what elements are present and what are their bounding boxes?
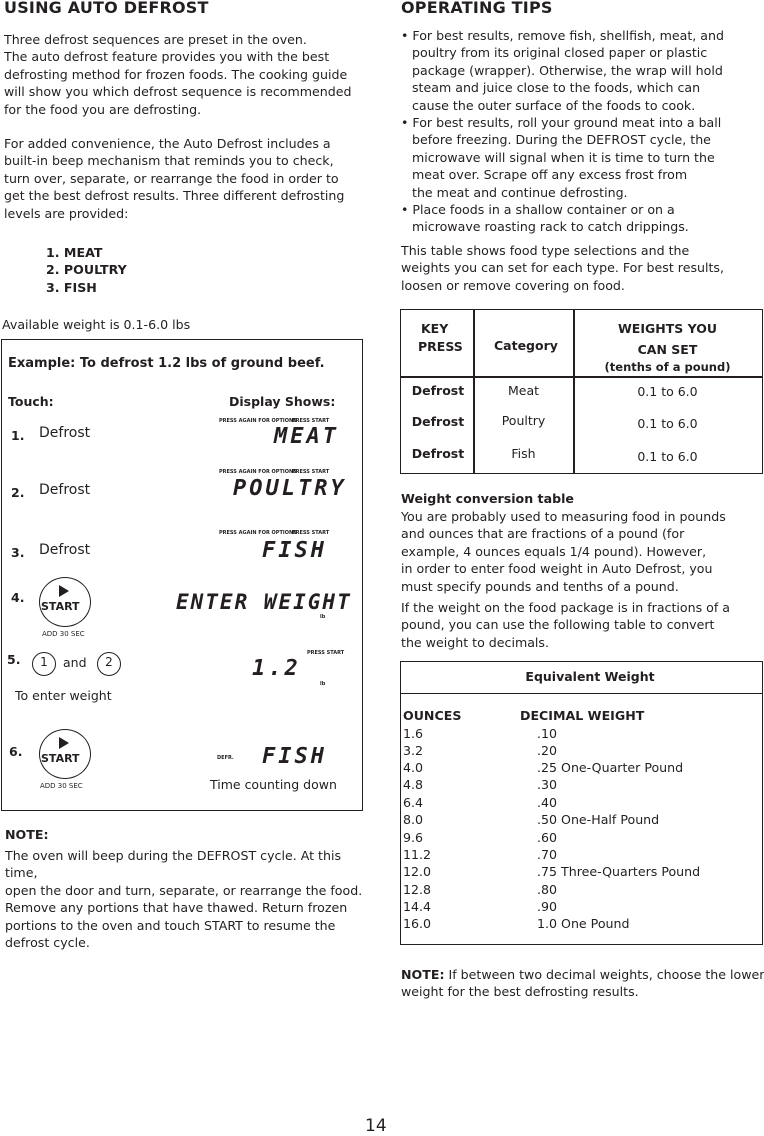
row-weight: 0.1 to 6.0 bbox=[637, 384, 698, 399]
lcd-display-weight: 1.2 bbox=[252, 656, 301, 681]
equivalent-weight-title: Equivalent Weight bbox=[525, 669, 655, 684]
row-key: Defrost bbox=[411, 446, 465, 461]
header-ounces: OUNCES bbox=[403, 708, 462, 723]
ounces-cell: 6.4 bbox=[403, 795, 424, 810]
note-line: Remove any portions that have thawed. Return frozen bbox=[5, 900, 348, 916]
decimal-cell: .75 Three-Quarters Pound bbox=[537, 864, 701, 879]
tip-line: the meat and continue defrosting. bbox=[412, 184, 628, 200]
lcd-display-enter-weight: ENTER WEIGHT bbox=[176, 590, 352, 614]
step-number: 5. bbox=[7, 652, 21, 667]
decimal-cell: .70 bbox=[537, 847, 558, 862]
ounces-cell: 8.0 bbox=[403, 812, 424, 827]
intro-line: Three defrost sequences are preset in the oven. bbox=[4, 32, 307, 47]
press-again-indicator: PRESS AGAIN FOR OPTIONS bbox=[219, 418, 297, 424]
operating-tips-title: OPERATING TIPS bbox=[401, 0, 553, 17]
tip-line: • Place foods in a shallow container or on a bbox=[401, 202, 675, 218]
convenience-line: For added convenience, the Auto Defrost includes a bbox=[4, 136, 331, 151]
tip-line: poultry from its original closed paper or plastic bbox=[412, 45, 708, 61]
add-30-sec-label: ADD 30 SEC bbox=[40, 782, 83, 790]
header-weights-line2: CAN SET bbox=[637, 342, 698, 357]
note-line: The oven will beep during the DEFROST cycle. At this time, bbox=[5, 848, 342, 881]
conversion-line: example, 4 ounces equals 1/4 pound). However, bbox=[401, 543, 707, 559]
lcd-display-fish-countdown: FISH bbox=[262, 744, 327, 769]
step-number: 2. bbox=[11, 485, 25, 500]
weight-conversion-title: Weight conversion table bbox=[401, 491, 574, 506]
ounces-cell: 16.0 bbox=[403, 916, 432, 931]
row-category: Meat bbox=[507, 383, 540, 398]
level-fish: 3. FISH bbox=[46, 279, 97, 295]
intro-line: The auto defrost feature provides you with the best bbox=[4, 49, 330, 65]
press-start-indicator: PRESS START bbox=[292, 530, 330, 536]
to-enter-weight: To enter weight bbox=[15, 688, 112, 703]
intro-line: defrosting method for frozen foods. The cooking guide bbox=[4, 66, 348, 82]
decimal-cell: .90 bbox=[537, 899, 558, 914]
press-start-indicator: PRESS START bbox=[292, 418, 330, 424]
note-right bbox=[401, 966, 764, 1001]
conversion-para2 bbox=[401, 599, 761, 651]
add-30-sec-label: ADD 30 SEC bbox=[42, 630, 85, 638]
step-number: 4. bbox=[11, 590, 25, 605]
conversion-line: the weight to decimals. bbox=[401, 634, 549, 650]
time-counting-down: Time counting down bbox=[210, 777, 337, 792]
defr-indicator: DEFR. bbox=[217, 755, 234, 761]
ounces-cell: 3.2 bbox=[403, 743, 424, 758]
ounces-cell: 4.0 bbox=[403, 760, 424, 775]
level-meat: 1. MEAT bbox=[46, 245, 103, 260]
and-text: and bbox=[63, 655, 87, 670]
auto-defrost-intro bbox=[4, 31, 374, 118]
decimal-cell: .80 bbox=[537, 882, 558, 897]
ounces-cell: 14.4 bbox=[403, 899, 432, 914]
decimal-cell: .60 bbox=[537, 830, 558, 845]
convenience-line: built-in beep mechanism that reminds you to check, bbox=[4, 153, 334, 169]
decimal-cell: 1.0 One Pound bbox=[537, 916, 630, 931]
step-number: 1. bbox=[11, 428, 25, 443]
auto-defrost-title: USING AUTO DEFROST bbox=[4, 0, 209, 17]
conversion-line: If the weight on the food package is in fractions of a bbox=[401, 600, 731, 615]
tip-line: cause the outer surface of the foods to cook. bbox=[412, 97, 696, 113]
note-title: NOTE: bbox=[5, 827, 49, 842]
row-category: Poultry bbox=[501, 413, 546, 428]
table-divider bbox=[400, 693, 763, 694]
decimal-cell: .25 One-Quarter Pound bbox=[537, 760, 684, 775]
equivalent-weight-table bbox=[400, 661, 763, 945]
defrost-key-label[interactable]: Defrost bbox=[39, 482, 91, 498]
page-number: 14 bbox=[365, 1116, 387, 1136]
header-weights-line1: WEIGHTS YOU bbox=[618, 321, 717, 336]
decimal-cell: .30 bbox=[537, 777, 558, 792]
lcd-display-fish: FISH bbox=[262, 538, 327, 563]
tip-line: • For best results, roll your ground meat into a ball bbox=[401, 115, 722, 131]
start-button-label: START bbox=[41, 752, 80, 765]
note-line: defrost cycle. bbox=[5, 935, 90, 951]
ounces-cell: 12.8 bbox=[403, 882, 432, 897]
ounces-cell: 11.2 bbox=[403, 847, 432, 862]
ounces-cell: 1.6 bbox=[403, 726, 424, 741]
ounces-cell: 12.0 bbox=[403, 864, 432, 879]
lcd-display-poultry: POULTRY bbox=[233, 476, 347, 501]
available-weight: Available weight is 0.1-6.0 lbs bbox=[2, 317, 191, 332]
number-key-2-label: 2 bbox=[105, 655, 113, 669]
decimal-cell: .20 bbox=[537, 743, 558, 758]
start-button-label: START bbox=[41, 600, 80, 613]
play-icon bbox=[59, 585, 69, 597]
header-category: Category bbox=[494, 338, 558, 353]
lb-indicator: lb bbox=[320, 614, 326, 620]
lb-indicator: lb bbox=[320, 681, 326, 687]
convenience-line: levels are provided: bbox=[4, 205, 129, 221]
touch-heading: Touch: bbox=[8, 394, 54, 409]
header-weights-line3: (tenths of a pound) bbox=[604, 360, 731, 374]
press-again-indicator: PRESS AGAIN FOR OPTIONS bbox=[219, 469, 297, 475]
defrost-key-label[interactable]: Defrost bbox=[39, 425, 91, 441]
decimal-cell: .50 One-Half Pound bbox=[537, 812, 660, 827]
row-weight: 0.1 to 6.0 bbox=[637, 416, 698, 431]
intro-line: will show you which defrost sequence is recommended bbox=[4, 84, 352, 100]
row-key: Defrost bbox=[411, 383, 465, 398]
decimal-cell: .40 bbox=[537, 795, 558, 810]
conversion-line: pound, you can use the following table to convert bbox=[401, 617, 715, 633]
example-title: Example: To defrost 1.2 lbs of ground beef. bbox=[8, 356, 325, 371]
play-icon bbox=[59, 737, 69, 749]
row-weight: 0.1 to 6.0 bbox=[637, 449, 698, 464]
lcd-display-meat: MEAT bbox=[274, 424, 339, 449]
note-right-line: If between two decimal weights, choose the lower bbox=[444, 967, 764, 982]
step-number: 3. bbox=[11, 545, 25, 560]
tip-line: package (wrapper). Otherwise, the wrap will hold bbox=[412, 62, 723, 78]
table-intro-line: weights you can set for each type. For best results, bbox=[401, 260, 724, 276]
tip-line: • For best results, remove fish, shellfish, meat, and bbox=[401, 28, 725, 43]
header-decimal-weight: DECIMAL WEIGHT bbox=[520, 708, 645, 723]
press-again-indicator: PRESS AGAIN FOR OPTIONS bbox=[219, 530, 297, 536]
table-intro-line: loosen or remove covering on food. bbox=[401, 277, 625, 293]
convenience-line: get the best defrost results. Three different defrosting bbox=[4, 188, 345, 204]
defrost-key-label[interactable]: Defrost bbox=[39, 542, 91, 558]
conversion-line: in order to enter food weight in Auto Defrost, you bbox=[401, 561, 713, 577]
tip-line: meat over. Scrape off any excess frost from bbox=[412, 167, 688, 183]
decimal-cell: .10 bbox=[537, 726, 558, 741]
row-key: Defrost bbox=[411, 414, 465, 429]
press-start-indicator: PRESS START bbox=[307, 650, 345, 656]
note-line: portions to the oven and touch START to resume the bbox=[5, 917, 336, 933]
number-key-1-label: 1 bbox=[40, 655, 48, 669]
press-start-indicator: PRESS START bbox=[292, 469, 330, 475]
table-intro bbox=[401, 242, 761, 294]
note-right-title: NOTE: bbox=[401, 967, 445, 982]
ounces-cell: 4.8 bbox=[403, 777, 424, 792]
defrost-levels bbox=[46, 244, 127, 296]
tip-line: microwave roasting rack to catch drippings. bbox=[412, 219, 689, 235]
auto-defrost-convenience bbox=[4, 135, 374, 222]
header-key: KEY bbox=[421, 321, 449, 336]
conversion-line: must specify pounds and tenths of a pound. bbox=[401, 578, 679, 594]
conversion-line: You are probably used to measuring food in pounds bbox=[401, 509, 726, 524]
note-body bbox=[5, 847, 375, 951]
tip-line: steam and juice close to the foods, which can bbox=[412, 80, 701, 96]
step-number: 6. bbox=[9, 744, 23, 759]
conversion-line: and ounces that are fractions of a pound (for bbox=[401, 526, 685, 542]
conversion-para1 bbox=[401, 508, 761, 595]
table-divider bbox=[400, 376, 763, 378]
note-right-line: weight for the best defrosting results. bbox=[401, 984, 639, 1000]
table-intro-line: This table shows food type selections and the bbox=[401, 243, 690, 258]
level-poultry: 2. POULTRY bbox=[46, 262, 127, 278]
convenience-line: turn over, separate, or rearrange the food in order to bbox=[4, 170, 339, 186]
ounces-cell: 9.6 bbox=[403, 830, 424, 845]
header-press: PRESS bbox=[418, 339, 463, 354]
row-category: Fish bbox=[511, 446, 536, 461]
intro-line: for the food you are defrosting. bbox=[4, 101, 202, 117]
display-shows-heading: Display Shows: bbox=[229, 394, 336, 409]
tip-line: before freezing. During the DEFROST cycle, the bbox=[412, 132, 711, 148]
tip-line: microwave will signal when it is time to turn the bbox=[412, 149, 715, 165]
tips-list bbox=[401, 27, 761, 236]
note-line: open the door and turn, separate, or rearrange the food. bbox=[5, 882, 363, 898]
